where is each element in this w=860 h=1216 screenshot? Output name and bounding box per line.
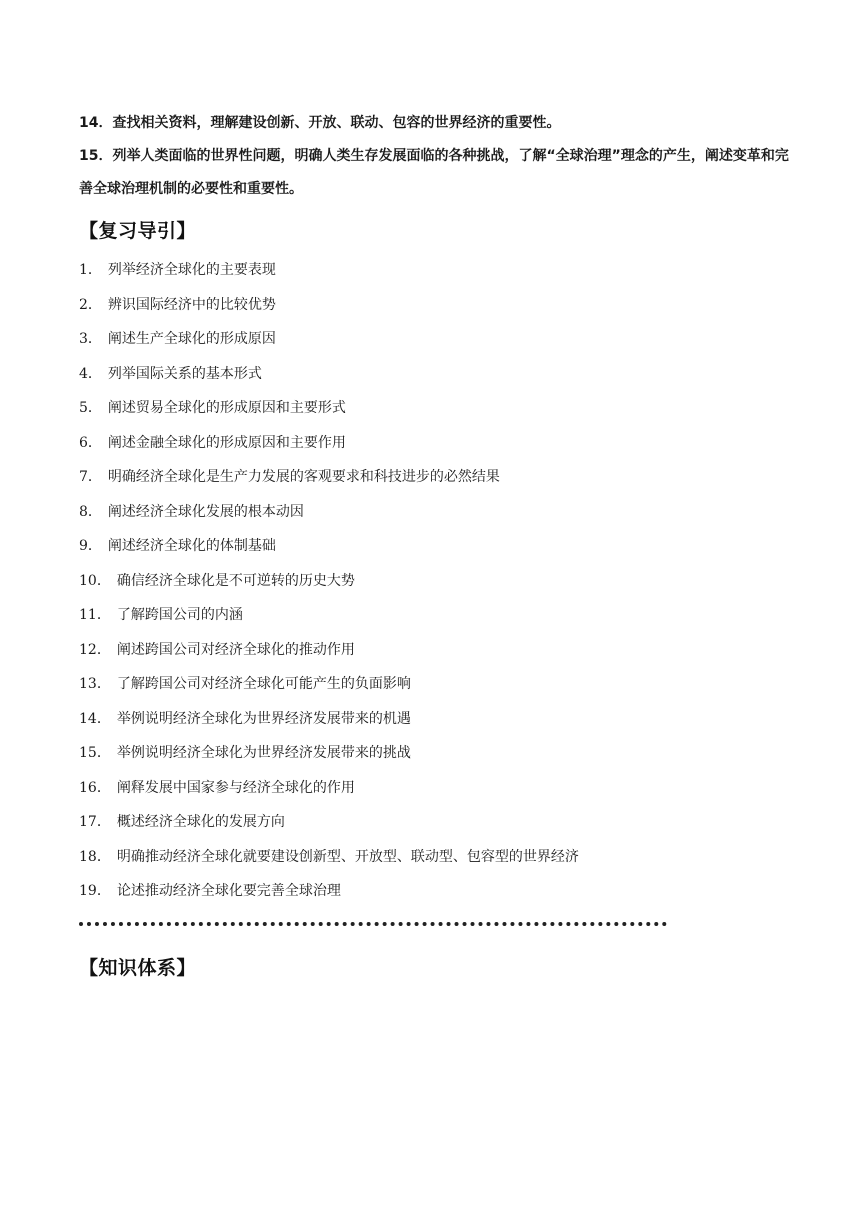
list-item: 4． 列举国际关系的基本形式 [79,365,262,382]
list-item: 11． 了解跨国公司的内涵 [79,607,243,623]
list-item: 1． 列举经济全球化的主要表现 [79,262,276,278]
review-guide-heading: 【复习导引】 [79,220,197,242]
list-item: 2． 辨识国际经济中的比较优势 [79,296,276,313]
standards-continuation [79,107,801,206]
list-item: 6． 阐述金融全球化的形成原因和主要作用 [79,434,346,451]
list-item: 3． 阐述生产全球化的形成原因 [79,331,276,347]
list-item: 18． 明确推动经济全球化就要建设创新型、开放型、联动型、包容型的世界经济 [79,848,579,865]
list-item: 12． 阐述跨国公司对经济全球化的推动作用 [79,641,355,658]
dotted-divider [79,922,667,926]
list-item: 7． 明确经济全球化是生产力发展的客观要求和科技进步的必然结果 [79,469,500,485]
standard-item-15: 15．列举人类面临的世界性问题，明确人类生存发展面临的各种挑战，了解“全球治理”理念的产生，阐述变革和完善全球治理机制的必要性和重要性。 [79,148,789,197]
list-item: 14． 举例说明经济全球化为世界经济发展带来的机遇 [79,710,411,727]
knowledge-system-heading: 【知识体系】 [79,957,197,979]
list-item: 16． 阐释发展中国家参与经济全球化的作用 [79,779,355,796]
list-item: 15． 举例说明经济全球化为世界经济发展带来的挑战 [79,745,411,761]
list-item: 10． 确信经济全球化是不可逆转的历史大势 [79,572,355,589]
standard-item-14: 14．查找相关资料，理解建设创新、开放、联动、包容的世界经济的重要性。 [79,115,561,131]
list-item: 13． 了解跨国公司对经济全球化可能产生的负面影响 [79,676,411,692]
list-item: 5． 阐述贸易全球化的形成原因和主要形式 [79,400,346,416]
list-item: 17． 概述经济全球化的发展方向 [79,814,285,830]
list-item: 19． 论述推动经济全球化要完善全球治理 [79,883,341,899]
list-item: 9． 阐述经济全球化的体制基础 [79,538,276,554]
review-guide-list [79,257,579,913]
list-item: 8． 阐述经济全球化发展的根本动因 [79,503,304,520]
